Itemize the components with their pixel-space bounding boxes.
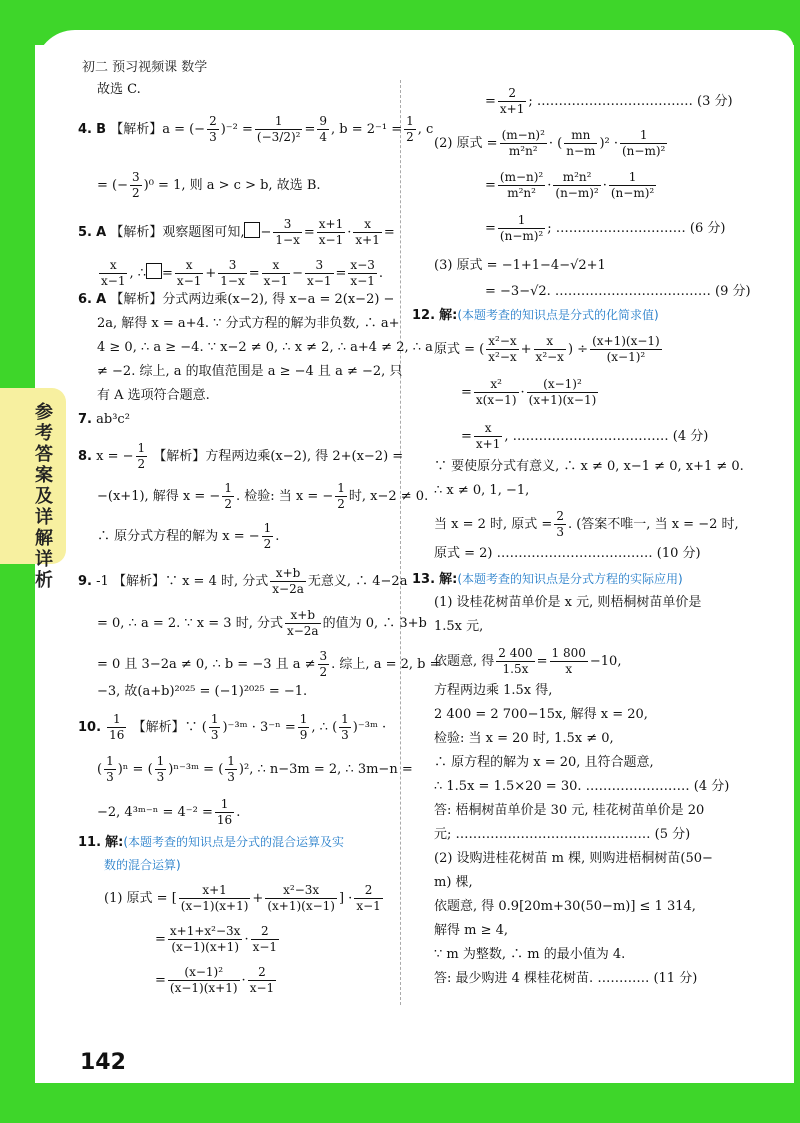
fraction: $\frac{\text{(m−n)²}}{\text{m²n²}}$: [501, 128, 545, 158]
q11-part-3-result: = −3−√2. ……………………………… (9 分): [485, 284, 751, 299]
question-6: 6. A 【解析】分式两边乘(x−2), 得 x−a = 2(x−2) −: [78, 292, 395, 307]
fraction: $\frac{x+b}{x-2a}$: [286, 608, 319, 638]
fraction: $\frac{\text{(x−1)²}}{(x-1)(x+1)}$: [169, 965, 238, 995]
q13-line: 检验: 当 x = 20 时, 1.5x ≠ 0,: [434, 731, 614, 746]
question-9-line-3: = 0 且 3−2a ≠ 0, ∴ b = −3 且 a ≠ $\frac{3}{2}$ . 综上, a = 2, b =: [97, 649, 441, 679]
fraction: $\frac{9}{4}$: [319, 114, 327, 144]
fraction: $\frac{x+b}{x-2a}$: [272, 566, 304, 596]
fraction: $\frac{x}{\text{x²−x}}$: [535, 334, 564, 364]
fraction: $\frac{3}{2}$: [319, 649, 328, 679]
analysis-tag: 【解析】: [153, 449, 206, 464]
question-10-line-3: −2, 4³ᵐ⁻ⁿ = 4⁻² = $\frac{1}{16}$ .: [97, 797, 241, 827]
answer-fraction: $\frac{1}{16}$: [109, 712, 125, 742]
fraction: $\frac{2}{x-1}$: [356, 883, 381, 913]
question-number: 8.: [78, 449, 92, 464]
fraction: $\frac{1}{2}$: [224, 481, 232, 511]
fraction: $\frac{\text{m²n²}}{\text{(n−m)²}}$: [555, 170, 599, 200]
question-number: 13.: [412, 572, 436, 587]
q13-line: 答: 梧桐树苗单价是 30 元, 桂花树苗单价是 20: [434, 803, 705, 818]
q11-step-2: = $\frac{\text{x+1+x²−3x}}{(x-1)(x+1)}$ · $\frac{2}{x-1}$: [155, 924, 278, 954]
fraction: $\frac{1}{3}$: [210, 712, 219, 742]
fraction: $\frac{2}{x+1}$: [499, 86, 525, 116]
answer-choice: A: [96, 292, 107, 307]
fraction: $\frac{1}{3}$: [106, 754, 114, 784]
fraction: $\frac{1 800}{x}$: [551, 646, 586, 676]
question-number: 11.: [78, 835, 102, 850]
question-8: 8. x = − $\frac{1}{2}$ 【解析】方程两边乘(x−2), 得 2+(x−2) =: [78, 441, 404, 471]
question-8-line-2: −(x+1), 解得 x = − $\frac{1}{2}$ . 检验: 当 x = − $\frac{1}{2}$ 时, x−2 ≠ 0.: [97, 481, 429, 511]
fraction: $\frac{x}{x-1}$: [263, 258, 289, 288]
q13-line: ∵ m 为整数, ∴ m 的最小值为 4.: [434, 947, 626, 962]
q11-part-2: (2) 原式 = $\frac{\text{(m−n)²}}{\text{m²n²}}$ · ( $\frac{mn}{n-m}$ )² · $\frac{1}{\text{(n−m)²}}$: [434, 128, 666, 158]
q13-equation: 依题意, 得 $\frac{2 400}{1.5x}$ = $\frac{1 800}{x}$ −10,: [434, 646, 622, 676]
analysis-tag: 【解析】: [110, 292, 163, 307]
question-9-line-4: −3, 故(a+b)²⁰²⁵ = (−1)²⁰²⁵ = −1.: [97, 684, 308, 699]
analysis-tag: 【解析】: [112, 574, 165, 589]
q12-line: 当 x = 2 时, 原式 = $\frac{2}{3}$ . (答案不唯一, 当 x = −2 时,: [434, 509, 739, 539]
question-number: 9.: [78, 574, 92, 589]
frame-right-band: [794, 0, 800, 1123]
fraction: $\frac{\text{x²−3x}}{(x+1)(x-1)}$: [267, 883, 335, 913]
question-6-line: 4 ≥ 0, ∴ a ≥ −4. ∵ x−2 ≠ 0, ∴ x ≠ 2, ∴ a+4 ≠ 2, ∴ a: [97, 340, 433, 355]
q13-line: 元; ……………………………………… (5 分): [434, 827, 691, 842]
answer-value: -1: [96, 574, 109, 589]
question-number: 5.: [78, 225, 92, 240]
q13-line: (1) 设桂花树苗单价是 x 元, 则梧桐树苗单价是: [434, 595, 702, 610]
q12-step-2: = $\frac{\text{x²}}{x(x-1)}$ · $\frac{\text{(x−1)²}}{(x+1)(x-1)}$: [461, 377, 597, 407]
knowledge-hint: (本题考查的知识点是分式的混合运算及实: [123, 835, 345, 849]
fraction: $\frac{3}{1-x}$: [220, 258, 245, 288]
fraction: $\frac{3}{1-x}$: [275, 217, 300, 247]
question-9-line-2: = 0, ∴ a = 2. ∵ x = 3 时, 分式 $\frac{x+b}{x-2a}$ 的值为 0, ∴ 3+b: [97, 608, 427, 638]
q13-line: 解得 m ≥ 4,: [434, 923, 509, 938]
question-11: [78, 833, 344, 852]
answer-choice: B: [96, 122, 107, 137]
fraction: $\frac{\text{(m−n)²}}{\text{m²n²}}$: [499, 170, 544, 200]
q12-step-3: = $\frac{x}{x+1}$ , ……………………………… (4 分): [461, 421, 709, 451]
question-6-line: 2a, 解得 x = a+4. ∵ 分式方程的解为非负数, ∴ a+: [97, 316, 400, 331]
q13-line: 1.5x 元,: [434, 619, 484, 634]
fraction: $\frac{x}{x+1}$: [475, 421, 501, 451]
blank-box: [244, 222, 260, 238]
fraction: $\frac{\text{x²}}{x(x-1)}$: [475, 377, 517, 407]
fraction: $\frac{x}{x-1}$: [176, 258, 202, 288]
q13-line: 方程两边乘 1.5x 得,: [434, 683, 553, 698]
question-number: 4.: [78, 122, 92, 137]
fraction: $\frac{x}{x+1}$: [355, 217, 380, 247]
fraction: $\frac{1}{\text{(n−m)²}}$: [610, 170, 655, 200]
answer-choice: A: [96, 225, 107, 240]
q13-line: ∴ 1.5x = 1.5×20 = 30. …………………… (4 分): [434, 779, 730, 794]
q11-part-3: (3) 原式 = −1+1−4−√2+1: [434, 258, 606, 273]
fraction: $\frac{3}{2}$: [132, 170, 140, 200]
question-13: [412, 570, 683, 589]
column-divider: [400, 80, 401, 1005]
question-number: 12.: [412, 308, 436, 323]
question-number: 6.: [78, 292, 92, 307]
fraction: $\frac{1}{3}$: [156, 754, 165, 784]
q11-part-2-result: = $\frac{1}{\text{(n−m)²}}$ ; ………………………… (6 分): [485, 213, 726, 243]
question-8-line-3: ∴ 原分式方程的解为 x = − $\frac{1}{2}$ .: [97, 521, 280, 551]
fraction: $\frac{mn}{n-m}$: [566, 128, 596, 158]
answer-line: 故选 C.: [97, 82, 141, 97]
side-tab: [0, 388, 66, 564]
fraction: $\frac{1}{16}$: [216, 797, 233, 827]
q11-step-1: (1) 原式 = [ $\frac{x+1}{(x-1)(x+1)}$ + $\frac{\text{x²−3x}}{(x+1)(x-1)}$ ] · $\frac{2}{x-1}$: [104, 883, 381, 913]
fraction: $\frac{\text{x²−x}}{\text{x²−x}}$: [488, 334, 517, 364]
blank-box: [146, 263, 162, 279]
question-7: [78, 411, 130, 429]
fraction: $\frac{3}{x-1}$: [307, 258, 332, 288]
question-10: 10. $\frac{1}{16}$ 【解析】∵ ( $\frac{1}{3}$ )⁻³ᵐ · 3⁻ⁿ = $\frac{1}{9}$ , ∴ ( $\frac{1}{3}$ )⁻³ᵐ ·: [78, 712, 387, 742]
fraction: $\frac{1}{2}$: [263, 521, 272, 551]
fraction: $\frac{2}{3}$: [209, 114, 217, 144]
fraction: $\frac{2}{x-1}$: [249, 965, 275, 995]
fraction: $\frac{2 400}{1.5x}$: [498, 646, 533, 676]
fraction: $\frac{(x+1)(x-1)}{\text{(x−1)²}}$: [592, 334, 660, 364]
analysis-tag: 【解析】: [132, 720, 185, 735]
fraction: $\frac{1}{3}$: [341, 712, 349, 742]
side-tab-label: 参考答案及详解详析: [35, 402, 53, 591]
q12-line: ∵ 要使原分式有意义, ∴ x ≠ 0, x−1 ≠ 0, x+1 ≠ 0.: [434, 459, 744, 474]
q11-part-2-step: = $\frac{\text{(m−n)²}}{\text{m²n²}}$ · $\frac{\text{m²n²}}{\text{(n−m)²}}$ · $\frac{1}{\text{(n−m)²}}$: [485, 170, 655, 200]
fraction: $\frac{2}{x-1}$: [252, 924, 278, 954]
question-6-line: 有 A 选项符合题意.: [97, 388, 210, 403]
analysis-tag: 【解析】: [110, 122, 163, 137]
q13-line: 2 400 = 2 700−15x, 解得 x = 20,: [434, 707, 648, 722]
q11-result-1: = $\frac{2}{x+1}$ ; ……………………………… (3 分): [485, 86, 733, 116]
answer-value: ab³c²: [96, 412, 130, 427]
q12-line: 原式 = 2) ……………………………… (10 分): [434, 546, 701, 561]
q11-step-3: = $\frac{\text{(x−1)²}}{(x-1)(x+1)}$ · $\frac{2}{x-1}$: [155, 965, 275, 995]
fraction: $\frac{x+1}{(x-1)(x+1)}$: [180, 883, 249, 913]
analysis-tag: 【解析】: [110, 225, 163, 240]
question-number: 10.: [78, 720, 102, 735]
knowledge-hint-cont: 数的混合运算): [104, 858, 181, 872]
question-4: 4. B 【解析】a = (− $\frac{2}{3}$ )⁻² = $\frac{1}{\text{(−3/2)²}}$ = $\frac{9}{4}$ , b = 2⁻¹ = $\frac{1}{2}$ , c: [78, 114, 434, 144]
fraction: $\frac{1}{9}$: [299, 712, 308, 742]
fraction: $\frac{1}{2}$: [337, 481, 345, 511]
fraction: $\frac{1}{2}$: [406, 114, 414, 144]
fraction: $\frac{1}{\text{(n−m)²}}$: [622, 128, 666, 158]
fraction: $\frac{\text{(x−1)²}}{(x+1)(x-1)}$: [528, 377, 597, 407]
question-10-line-2: ( $\frac{1}{3}$ )ⁿ = ( $\frac{1}{3}$ )ⁿ⁻³ᵐ = ( $\frac{1}{3}$ )², ∴ n−3m = 2, ∴ 3m−n =: [97, 754, 413, 784]
fraction: $\frac{\text{x+1+x²−3x}}{(x-1)(x+1)}$: [169, 924, 241, 954]
page-header: 初二 预习视频课 数学: [82, 60, 208, 75]
knowledge-hint: (本题考查的知识点是分式的化简求值): [457, 308, 659, 322]
fraction: $\frac{x}{x-1}$: [101, 258, 126, 288]
fraction: $\frac{1}{2}$: [137, 441, 146, 471]
question-12: [412, 306, 659, 325]
fraction: $\frac{1}{3}$: [227, 754, 235, 784]
q13-line: 依题意, 得 0.9[20m+30(50−m)] ≤ 1 314,: [434, 899, 696, 914]
fraction: $\frac{x+1}{x-1}$: [318, 217, 344, 247]
solution-label: 解:: [105, 835, 124, 850]
q13-line: (2) 设购进桂花树苗 m 棵, 则购进梧桐树苗(50−: [434, 851, 713, 866]
q12-step-1: 原式 = ( $\frac{\text{x²−x}}{\text{x²−x}}$ + $\frac{x}{\text{x²−x}}$ ) ÷ $\frac{(x+1)(x-1)}{\text{(x−1)²}}$: [434, 334, 660, 364]
knowledge-hint: (本题考查的知识点是分式方程的实际应用): [457, 572, 683, 586]
fraction: $\frac{1}{\text{(−3/2)²}}$: [256, 114, 301, 144]
solution-label: 解:: [439, 308, 458, 323]
question-6-line: ≠ −2. 综上, a 的取值范围是 a ≥ −4 且 a ≠ −2, 只: [97, 364, 403, 379]
q13-line: m) 棵,: [434, 875, 473, 890]
frame-bottom-band: [0, 1083, 800, 1123]
question-5-line-2: $\frac{x}{x-1}$ , ∴ = $\frac{x}{x-1}$ + $\frac{3}{1-x}$ = $\frac{x}{x-1}$ − $\frac{3}{x-1}$ = $\frac{x-3}{x-1}$ .: [101, 258, 384, 288]
q13-line: 答: 最少购进 4 棵桂花树苗. ………… (11 分): [434, 971, 698, 986]
q12-line: ∴ x ≠ 0, 1, −1,: [434, 483, 530, 498]
solution-label: 解:: [439, 572, 458, 587]
page-number: 142: [80, 1050, 126, 1075]
question-4-line-2: = (− $\frac{3}{2}$ )⁰ = 1, 则 a > c > b, 故选 B.: [97, 170, 321, 200]
fraction: $\frac{x-3}{x-1}$: [350, 258, 375, 288]
question-9: 9. -1 【解析】∵ x = 4 时, 分式 $\frac{x+b}{x-2a}$ 无意义, ∴ 4−2a: [78, 566, 408, 596]
fraction: $\frac{2}{3}$: [556, 509, 564, 539]
question-5: 5. A 【解析】观察题图可知, − $\frac{3}{1-x}$ = $\frac{x+1}{x-1}$ · $\frac{x}{x+1}$ =: [78, 217, 395, 247]
q13-line: ∴ 原方程的解为 x = 20, 且符合题意,: [434, 755, 654, 770]
fraction: $\frac{1}{\text{(n−m)²}}$: [499, 213, 544, 243]
question-number: 7.: [78, 412, 92, 427]
